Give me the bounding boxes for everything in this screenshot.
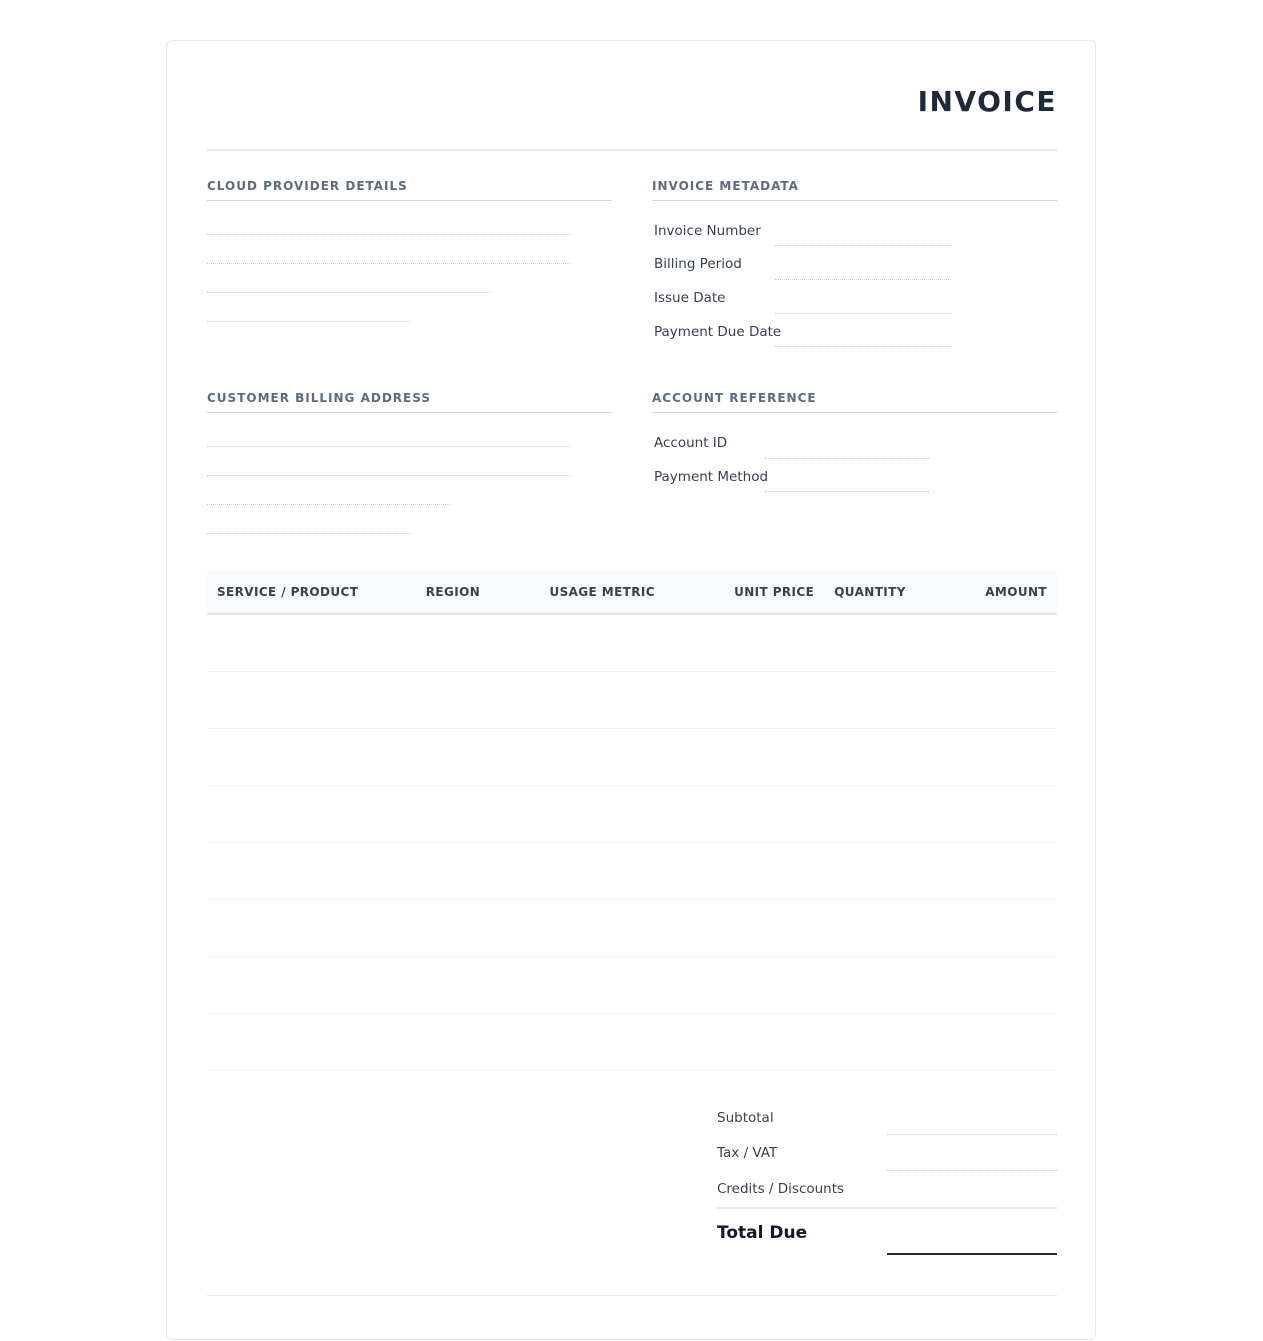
invoice-number-field[interactable]: [775, 245, 951, 246]
invoice-title: INVOICE: [917, 85, 1057, 118]
payment-due-date-field[interactable]: [775, 346, 951, 347]
customer-line-1: [207, 446, 570, 447]
table-cell[interactable]: [207, 1014, 1057, 1071]
issue-date-label: Issue Date: [654, 290, 726, 306]
table-cell[interactable]: [207, 614, 1057, 672]
col-usage-metric-header: USAGE METRIC: [539, 571, 705, 614]
provider-line-3: [207, 292, 490, 293]
account-section-heading: ACCOUNT REFERENCE: [652, 391, 1057, 413]
col-region-header: REGION: [416, 571, 540, 614]
customer-line-4: [207, 533, 410, 534]
total-due-field[interactable]: [887, 1253, 1057, 1255]
table-row: [207, 900, 1057, 957]
table-row: [207, 843, 1057, 900]
payment-due-date-label: Payment Due Date: [654, 324, 782, 340]
provider-line-2: [207, 263, 570, 264]
invoice-page: [166, 40, 1096, 1340]
table-row: [207, 786, 1057, 843]
table-header-row: [207, 571, 1057, 614]
subtotal-label: Subtotal: [717, 1110, 774, 1126]
table-cell[interactable]: [207, 786, 1057, 843]
payment-method-field[interactable]: [765, 491, 929, 492]
tax-field[interactable]: [887, 1170, 1057, 1171]
customer-section-heading: CUSTOMER BILLING ADDRESS: [207, 391, 612, 413]
table-row: [207, 614, 1057, 672]
table-cell[interactable]: [207, 729, 1057, 786]
metadata-section-heading: INVOICE METADATA: [652, 179, 1057, 201]
table-cell[interactable]: [207, 957, 1057, 1014]
table-cell[interactable]: [207, 843, 1057, 900]
provider-line-4: [207, 321, 410, 322]
col-unit-price-header: UNIT PRICE: [706, 571, 824, 614]
invoice-body: [207, 41, 1057, 1341]
table-cell[interactable]: [207, 672, 1057, 729]
customer-line-2: [207, 475, 570, 476]
table-row: [207, 957, 1057, 1014]
table-row: [207, 672, 1057, 729]
col-service-header: SERVICE / PRODUCT: [207, 571, 416, 614]
account-id-field[interactable]: [765, 458, 929, 459]
billing-period-label: Billing Period: [654, 256, 742, 272]
total-due-label: Total Due: [717, 1223, 808, 1243]
provider-line-1: [207, 234, 570, 235]
col-quantity-header: QUANTITY: [824, 571, 937, 614]
table-cell[interactable]: [207, 900, 1057, 957]
col-amount-header: AMOUNT: [937, 571, 1057, 614]
issue-date-field[interactable]: [775, 313, 951, 314]
table-row: [207, 729, 1057, 786]
billing-period-field[interactable]: [775, 279, 951, 280]
payment-method-label: Payment Method: [654, 469, 769, 485]
total-divider: [717, 1207, 1057, 1209]
subtotal-field[interactable]: [887, 1134, 1057, 1135]
account-id-label: Account ID: [654, 435, 728, 451]
customer-line-3: [207, 504, 450, 505]
line-items-table: [207, 571, 1057, 1071]
credits-label: Credits / Discounts: [717, 1181, 845, 1197]
provider-section-heading: CLOUD PROVIDER DETAILS: [207, 179, 612, 201]
table-row: [207, 1014, 1057, 1071]
tax-label: Tax / VAT: [717, 1145, 778, 1161]
invoice-number-label: Invoice Number: [654, 223, 761, 239]
